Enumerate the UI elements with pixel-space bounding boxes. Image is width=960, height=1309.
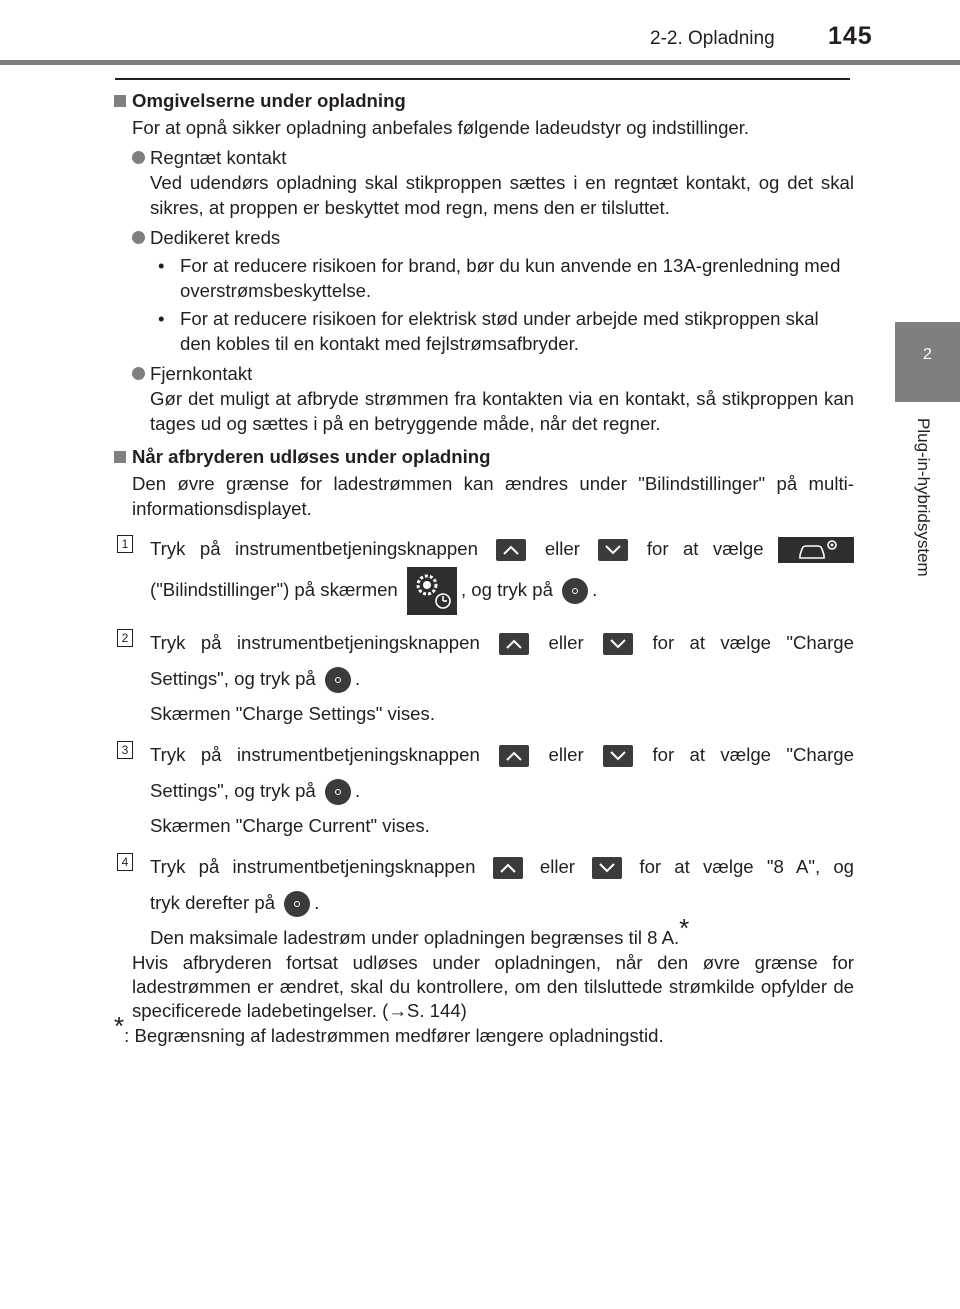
step-result: Skærmen "Charge Current" vises.: [150, 815, 430, 836]
chapter-label: Plug-in-hybridsystem: [914, 418, 933, 577]
header-rule: [0, 60, 960, 65]
step-result: Skærmen "Charge Settings" vises.: [150, 703, 435, 724]
step-text: eller: [544, 538, 580, 559]
step-number: 3: [117, 741, 133, 759]
footnote-marker: *: [679, 912, 690, 943]
round-bullet-icon: [132, 231, 145, 244]
bullet-title: Regntæt kontakt: [150, 147, 287, 168]
chevron-down-icon: [592, 857, 622, 879]
closing-note: Hvis afbryderen fortsat udløses under opladningen, når den øvre grænse for ladestrømmen er ændret, skal du kontrollere, om den tilsluttede strømkilde opfylder de specificerede ladebetingelser. (→S. 144): [132, 952, 854, 1021]
ok-button-icon: [325, 779, 351, 805]
sub-bullet: [150, 253, 854, 303]
car-settings-icon: [778, 537, 854, 563]
step-item: [114, 531, 854, 615]
sub-bullet: [150, 306, 854, 356]
step-text: Tryk på instrumentbetjeningsknappen: [150, 538, 478, 559]
step-item: [114, 625, 854, 727]
chapter-number: 2: [923, 346, 932, 363]
page-content: [114, 88, 854, 1048]
step-text: eller: [539, 856, 575, 877]
sub-bullet-icon: •: [158, 255, 165, 276]
bullet-item: [114, 145, 854, 220]
bullet-title: Dedikeret kreds: [150, 227, 281, 248]
step-text: for at vælge "Charge: [652, 744, 854, 765]
sub-bullet-text: For at reducere risikoen for brand, bør du kun anvende en 13A-grenledning med overstrømsbeskyttelse.: [180, 255, 841, 301]
square-bullet-icon: [114, 95, 126, 107]
ok-button-icon: [325, 667, 351, 693]
step-text: .: [592, 578, 598, 600]
step-result-text: Den maksimale ladestrøm under opladningen begrænses til 8 A.: [150, 927, 680, 948]
content-top-rule: [115, 78, 850, 80]
step-text: eller: [548, 632, 584, 653]
section-intro: Den øvre grænse for ladestrømmen kan ændres under "Bilindstillinger" på multi-informationsdisplayet.: [132, 473, 854, 519]
bullet-item: [114, 361, 854, 436]
step-number: 4: [117, 853, 133, 871]
chevron-up-icon: [499, 633, 529, 655]
step-line: [150, 773, 854, 809]
step-text: for at vælge: [646, 538, 764, 559]
section-intro: For at opnå sikker opladning anbefales følgende ladeudstyr og indstillinger.: [132, 117, 750, 138]
sub-bullet-icon: •: [158, 308, 165, 329]
chevron-down-icon: [603, 745, 633, 767]
step-text: , og tryk på: [460, 578, 553, 600]
chevron-up-icon: [499, 745, 529, 767]
section-heading: [114, 444, 854, 469]
step-text: Tryk på instrumentbetjeningsknappen: [150, 856, 476, 877]
chevron-down-icon: [603, 633, 633, 655]
footnote: [114, 1010, 854, 1048]
step-line: [150, 531, 854, 567]
step-text: Tryk på instrumentbetjeningsknappen: [150, 632, 480, 653]
bullet-item: [114, 225, 854, 356]
section-heading: [114, 88, 854, 113]
step-text: for at vælge "8 A", og: [639, 856, 854, 877]
step-text: tryk derefter på: [150, 892, 276, 913]
section-heading-text: Omgivelserne under opladning: [132, 90, 406, 111]
chapter-tab: [895, 322, 960, 402]
step-text: Settings", og tryk på: [150, 668, 316, 689]
chevron-up-icon: [496, 539, 526, 561]
bullet-text: Gør det muligt at afbryde strømmen fra kontakten via en kontakt, så stikproppen kan tages ud og sættes i på en betryggende måde, når det regner.: [150, 388, 854, 434]
step-text: Settings", og tryk på: [150, 780, 316, 801]
step-text: .: [354, 668, 361, 689]
step-line: [150, 737, 854, 773]
page-number: 145: [828, 22, 873, 50]
section-title: 2-2. Opladning: [650, 28, 775, 49]
chevron-down-icon: [598, 539, 628, 561]
step-text: eller: [548, 744, 584, 765]
bullet-text: Ved udendørs opladning skal stikproppen sættes i en regntæt kontakt, og det skal sikres, at proppen er beskyttet mod regn, mens den er tilsluttet.: [150, 172, 854, 218]
step-item: [114, 737, 854, 839]
step-text: for at vælge "Charge: [652, 632, 854, 653]
round-bullet-icon: [132, 151, 145, 164]
settings-gear-icon: [407, 567, 457, 615]
step-text: ("Bilindstillinger") på skærmen: [150, 578, 398, 600]
step-item: [114, 849, 854, 951]
step-text: .: [354, 780, 361, 801]
step-line: [150, 849, 854, 885]
ok-button-icon: [284, 891, 310, 917]
step-line: [150, 625, 854, 661]
footnote-text: : Begrænsning af ladestrømmen medfører længere opladningstid.: [124, 1025, 664, 1046]
sub-bullet-text: For at reducere risikoen for elektrisk stød under arbejde med stikproppen skal den kobles til en kontakt med fejlstrømsafbryder.: [180, 308, 819, 354]
footnote-marker: *: [114, 1010, 125, 1041]
step-number: 1: [117, 535, 133, 553]
round-bullet-icon: [132, 367, 145, 380]
ok-button-icon: [562, 578, 588, 604]
square-bullet-icon: [114, 451, 126, 463]
step-result: [150, 912, 854, 951]
step-number: 2: [117, 629, 133, 647]
step-line: [150, 567, 854, 615]
step-text: Tryk på instrumentbetjeningsknappen: [150, 744, 480, 765]
step-line: [150, 885, 854, 921]
step-line: [150, 661, 854, 697]
step-text: .: [314, 892, 320, 913]
chevron-up-icon: [493, 857, 523, 879]
section-heading-text: Når afbryderen udløses under opladning: [132, 446, 491, 467]
bullet-title: Fjernkontakt: [150, 363, 253, 384]
